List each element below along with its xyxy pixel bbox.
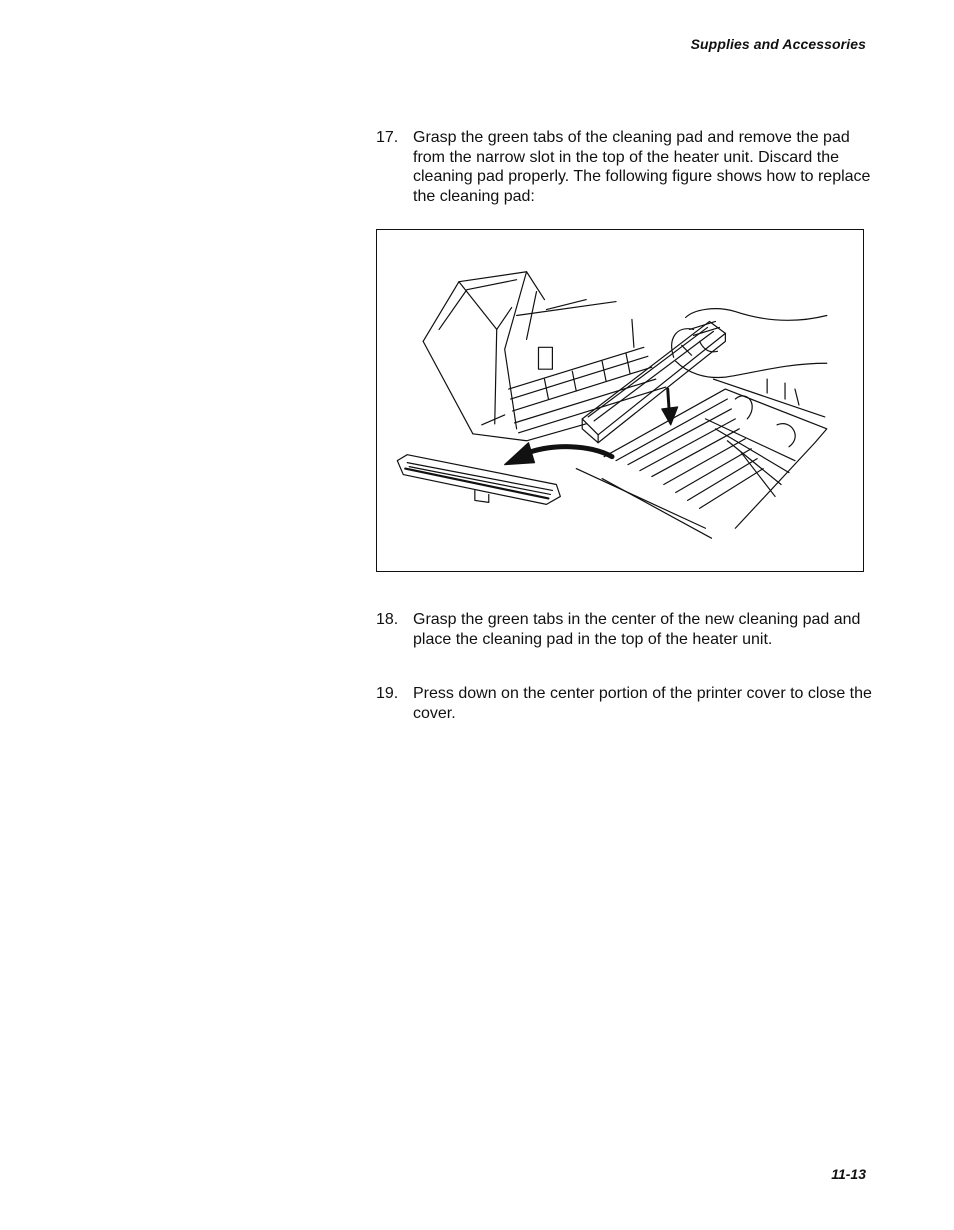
removal-arrow xyxy=(505,443,612,465)
step-18 xyxy=(376,610,876,649)
step-17 xyxy=(376,128,876,206)
step-number: 17. xyxy=(376,129,399,146)
page-number: 11-13 xyxy=(831,1166,866,1182)
step-text: Grasp the green tabs in the center of the new cleaning pad and place the cleaning pad in the top of the heater unit. xyxy=(413,611,861,648)
step-text: Grasp the green tabs of the cleaning pad and remove the pad from the narrow slot in the top of the heater unit. Discard the cleaning pad properly. The following figure shows how to replace the cleaning pad: xyxy=(413,129,871,205)
cleaning-pad-illustration xyxy=(376,229,864,572)
running-header: Supplies and Accessories xyxy=(690,36,866,52)
step-19 xyxy=(376,684,876,723)
hands xyxy=(672,309,827,378)
printer-heater-drawing xyxy=(377,230,863,571)
discarded-pad xyxy=(397,455,560,505)
step-number: 19. xyxy=(376,685,399,702)
step-number: 18. xyxy=(376,611,399,628)
step-text: Press down on the center portion of the printer cover to close the cover. xyxy=(413,685,872,722)
